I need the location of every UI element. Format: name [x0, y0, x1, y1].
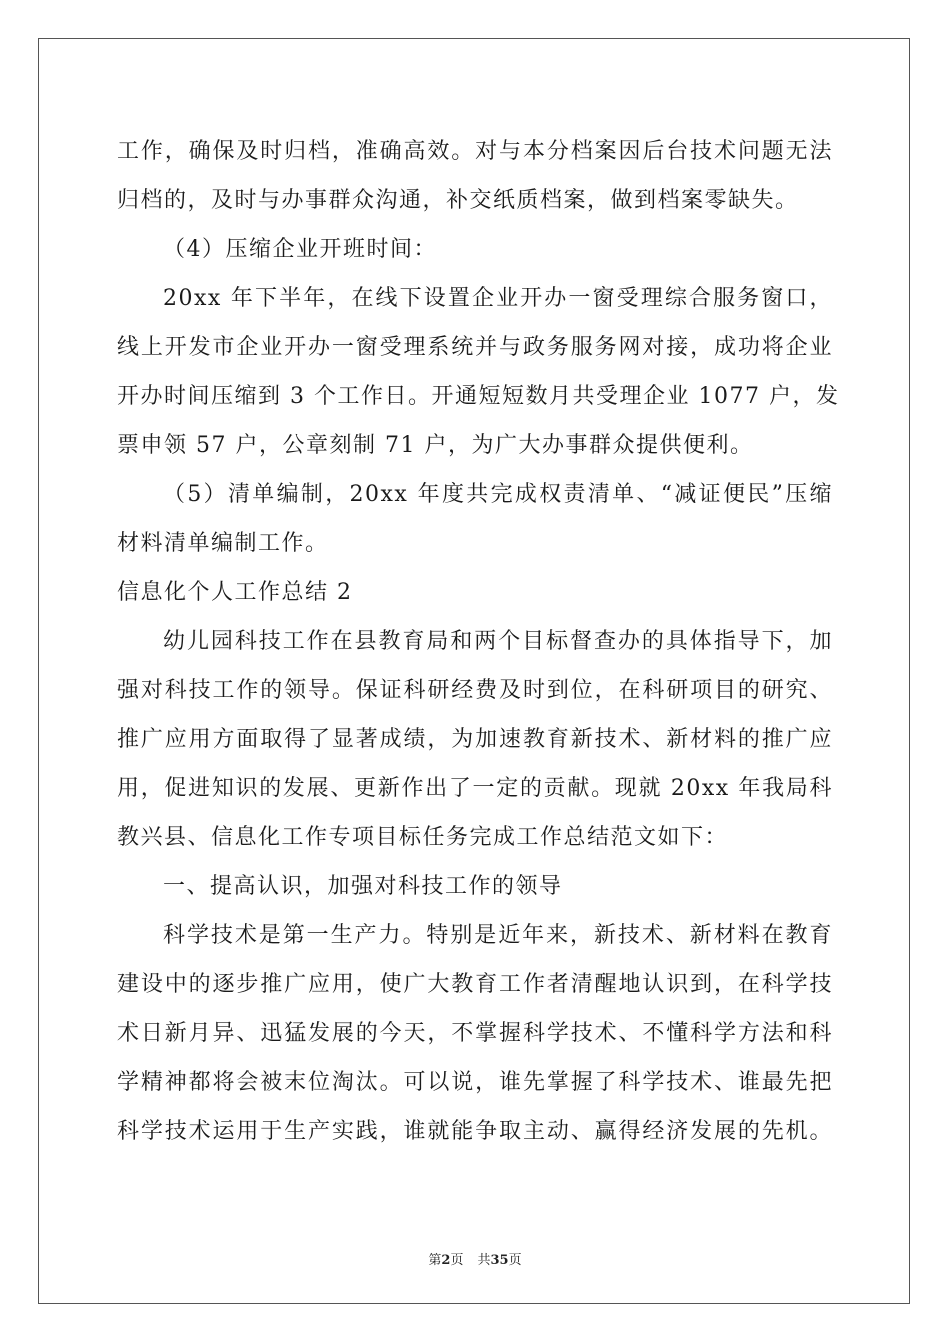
paragraph-line: 票申领 57 户，公章刻制 71 户，为广大办事群众提供便利。 [117, 433, 754, 458]
paragraph-line: 20xx 年下半年，在线下设置企业开办一窗受理综合服务窗口， [163, 286, 833, 311]
total-prefix: 共 [477, 1253, 491, 1268]
paragraph-line: 教兴县、信息化工作专项目标任务完成工作总结范文如下： [117, 825, 729, 850]
total-pages: 35 [490, 1253, 509, 1268]
page-footer [0, 1249, 950, 1268]
paragraph-line: 推广应用方面取得了显著成绩，为加速教育新技术、新材料的推广应 [117, 727, 833, 752]
paragraph-line: 学精神都将会被末位淘汰。可以说，谁先掌握了科学技术、谁最先把 [117, 1070, 833, 1095]
paragraph-line: 归档的，及时与办事群众沟通，补交纸质档案，做到档案零缺失。 [117, 188, 799, 213]
paragraph-line: 幼儿园科技工作在县教育局和两个目标督查办的具体指导下，加 [163, 629, 833, 654]
paragraph-line: 材料清单编制工作。 [117, 531, 329, 556]
paragraph-line: 用，促进知识的发展、更新作出了一定的贡献。现就 20xx 年我局科 [117, 776, 833, 801]
page-suffix: 页 [450, 1253, 464, 1268]
section-heading: （4）压缩企业开班时间： [163, 237, 437, 262]
page-number: 2 [441, 1253, 451, 1268]
paragraph-line: 开办时间压缩到 3 个工作日。开通短短数月共受理企业 1077 户，发 [117, 384, 840, 409]
page-prefix: 第 [428, 1253, 442, 1268]
paragraph-line: （5）清单编制，20xx 年度共完成权责清单、“减证便民”压缩 [163, 482, 833, 507]
paragraph-line: 术日新月异、迅猛发展的今天，不掌握科学技术、不懂科学方法和科 [117, 1021, 833, 1046]
paragraph-line: 建设中的逐步推广应用，使广大教育工作者清醒地认识到，在科学技 [117, 972, 833, 997]
total-suffix: 页 [508, 1253, 522, 1268]
paragraph-line: 强对科技工作的领导。保证科研经费及时到位，在科研项目的研究、 [117, 678, 833, 703]
document-title: 信息化个人工作总结 2 [117, 580, 353, 605]
paragraph-line: 线上开发市企业开办一窗受理系统并与政务服务网对接，成功将企业 [117, 335, 833, 360]
paragraph-line: 工作，确保及时归档，准确高效。对与本分档案因后台技术问题无法 [117, 139, 833, 164]
paragraph-line: 科学技术是第一生产力。特别是近年来，新技术、新材料在教育 [163, 923, 833, 948]
document-body [117, 127, 840, 1156]
section-heading: 一、提高认识，加强对科技工作的领导 [163, 874, 563, 899]
paragraph-line: 科学技术运用于生产实践，谁就能争取主动、赢得经济发展的先机。 [117, 1119, 833, 1144]
